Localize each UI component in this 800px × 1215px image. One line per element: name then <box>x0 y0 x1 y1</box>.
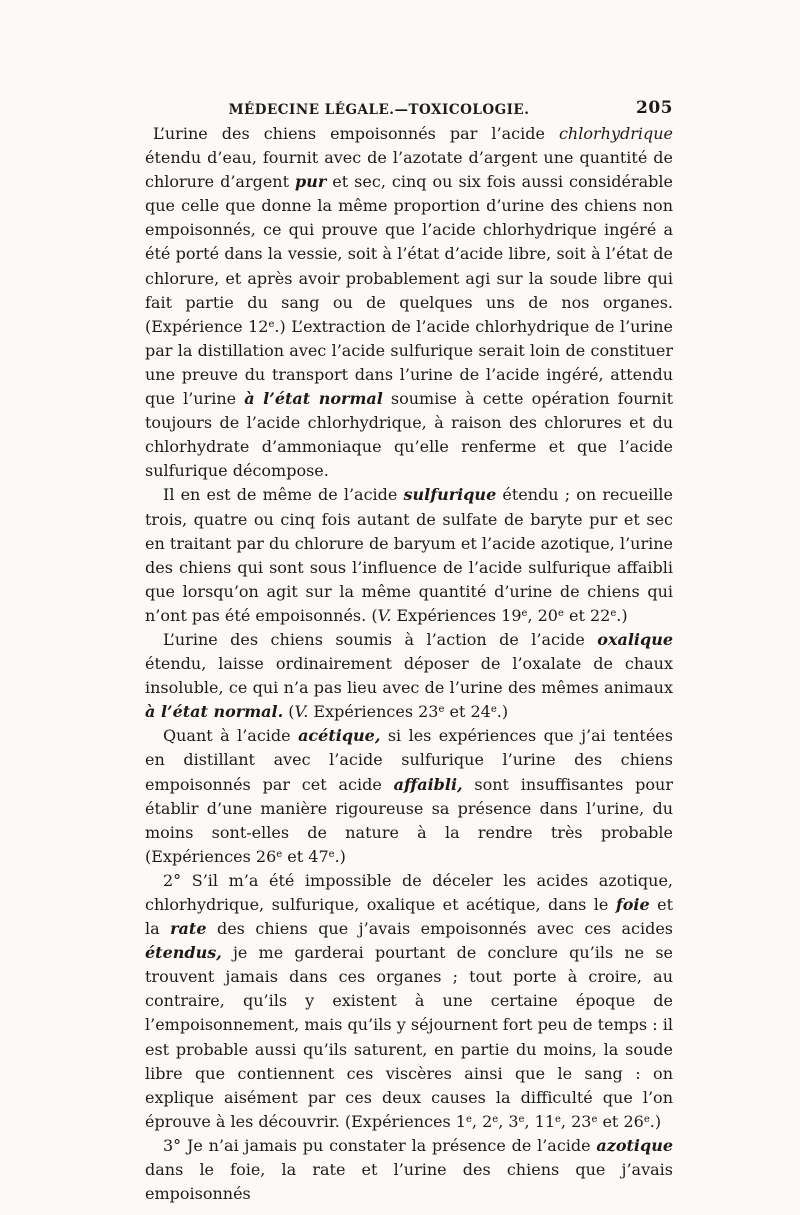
text-run: et sec, cinq ou six fois aussi considérable que celle que donne la même proportion d’urine des chiens non empoisonnés, ce qui prouve que l’acide chlorhydrique ingéré a été porté dans la vessie, soit à l’état d’acide libre, soit à l’état de chlorure, et après avoir probablement agi sur la soude libre qui fait partie du sang ou de quelques uns de nos organes. (Expérience 12 <box>145 172 674 336</box>
text-run: .) <box>616 605 628 625</box>
superscript: e <box>490 704 497 716</box>
text-run: L’urine des chiens soumis à l’action de l’acide <box>163 629 598 649</box>
text-run: et 26 <box>597 1111 644 1131</box>
text-run: étendu d’eau, fournit avec de l’azotate d’argent une quantité de chlorure d’argent <box>145 148 673 192</box>
superscript: e <box>555 1113 561 1125</box>
text-run: étendu, laisse ordinairement déposer de l’oxalate de chaux insoluble, ce qui n’a pas lieu avec de l’urine des mêmes animaux <box>145 654 673 698</box>
paragraph <box>145 122 673 483</box>
superscript: e <box>276 848 283 860</box>
text-run: 2° S’il m’a été impossible de déceler les acides azotique, chlorhydrique, sulfurique, oxalique et acétique, dans le <box>145 870 673 914</box>
superscript: e <box>643 1113 650 1125</box>
text-run: , 23 <box>560 1111 592 1131</box>
superscript: e <box>465 1113 472 1125</box>
superscript: e <box>591 1113 598 1125</box>
superscript: e <box>438 704 445 716</box>
text-run: .) <box>334 846 346 866</box>
emphasis-text: acétique, <box>298 726 381 746</box>
text-run: soumise à cette opération fournit toujours de l’acide chlorhydrique, à raison des chlorures et du chlorhydrate d’ammoniaque qu’elle renferme et que l’acide sulfurique décompose. <box>145 389 674 481</box>
text-run: si les expériences que j’ai tentées en distillant avec l’acide sulfurique l’urine des chiens empoisonnés par cet acide <box>145 726 673 794</box>
running-title: MÉDECINE LÉGALE.—TOXICOLOGIE. <box>228 102 530 118</box>
text-run: je me garderai pourtant de conclure qu’ils ne se trouvent jamais dans ces organes ; tout porte à croire, au contraire, qu’ils y existent à une certaine époque de l’empoisonnement, mais qu’ils y séjournent fort peu de temps : il est probable aussi qu’ils saturent, en partie du moins, la soude libre que contiennent ces viscères ainsi que le sang : on explique aisément par ces deux causes la difficulté que l’on éprouve à les découvrir. (Expériences 1 <box>145 943 673 1131</box>
superscript: e <box>328 848 335 860</box>
book-page <box>145 96 673 1206</box>
text-run: Quant à l’acide <box>163 726 299 746</box>
text-run: étendu ; on recueille trois, quatre ou cinq fois autant de sulfate de baryte pur et sec en traitant par du chlorure de baryum et l’acide azotique, l’urine des chiens qui sont sous l’influence de l’acide sulfurique affaibli que lorsqu’on agit sur la même quantité d’urine de chiens qui n’ont pas été empoisonnés. ( <box>145 485 674 625</box>
text-run: et 22 <box>563 605 611 625</box>
text-run: ( <box>283 702 295 722</box>
text-run: L’urine des chiens empoisonnés par l’acide <box>153 124 559 143</box>
superscript: e <box>518 1113 525 1125</box>
text-run: , 11 <box>524 1111 555 1131</box>
emphasis-text: étendus, <box>145 943 222 963</box>
italic-text: V. <box>294 702 309 722</box>
text-run: , 20 <box>527 605 558 625</box>
italic-text: V. <box>377 605 392 625</box>
superscript: e <box>492 1113 499 1125</box>
emphasis-text: sulfurique <box>403 485 497 505</box>
superscript: e <box>268 318 275 330</box>
paragraph <box>145 1134 673 1206</box>
text-run: Expériences 19 <box>391 605 522 625</box>
text-run: Il en est de même de l’acide <box>163 485 404 505</box>
body-text <box>145 122 673 1206</box>
text-run: sont insuffisantes pour établir d’une manière rigoureuse sa présence dans l’urine, du moins sont-elles de nature à la rendre très probable (Expériences 26 <box>145 774 674 866</box>
running-header <box>145 96 673 122</box>
emphasis-text: rate <box>170 919 207 939</box>
text-run: Expériences 23 <box>308 702 439 722</box>
superscript: e <box>557 607 564 619</box>
emphasis-text: oxalique <box>597 629 673 649</box>
emphasis-text: à l’état normal. <box>145 702 284 722</box>
text-run: , 2 <box>471 1111 493 1131</box>
text-run: des chiens que j’avais empoisonnés avec ces acides <box>206 919 673 939</box>
text-run: .) <box>649 1111 662 1131</box>
emphasis-text: à l’état normal <box>244 389 383 409</box>
emphasis-text: affaibli, <box>393 774 463 794</box>
text-run: 3° Je n’ai jamais pu constater la présence de l’acide <box>163 1135 597 1155</box>
text-run: et 24 <box>444 702 491 722</box>
text-run: , 3 <box>498 1111 519 1131</box>
text-run: .) <box>496 702 509 722</box>
paragraph <box>145 483 673 628</box>
emphasis-text: pur <box>295 172 327 192</box>
italic-text: chlorhydrique <box>558 124 673 143</box>
text-run: et la <box>145 895 674 939</box>
page-number: 205 <box>636 98 673 118</box>
text-run: et 47 <box>282 846 329 866</box>
emphasis-text: azotique <box>596 1135 673 1155</box>
text-run: .) L’extraction de l’acide chlorhydrique de l’urine par la distillation avec l’acide sulfurique serait loin de constituer une preuve du transport dans l’urine de l’acide ingéré, attendu que l’urine <box>145 316 673 409</box>
superscript: e <box>521 607 528 619</box>
paragraph <box>145 869 673 1134</box>
emphasis-text: foie <box>615 895 650 914</box>
text-run: dans le foie, la rate et l’urine des chiens que j’avais empoisonnés <box>145 1160 673 1204</box>
paragraph <box>145 724 673 869</box>
paragraph <box>145 628 673 724</box>
superscript: e <box>610 607 617 619</box>
